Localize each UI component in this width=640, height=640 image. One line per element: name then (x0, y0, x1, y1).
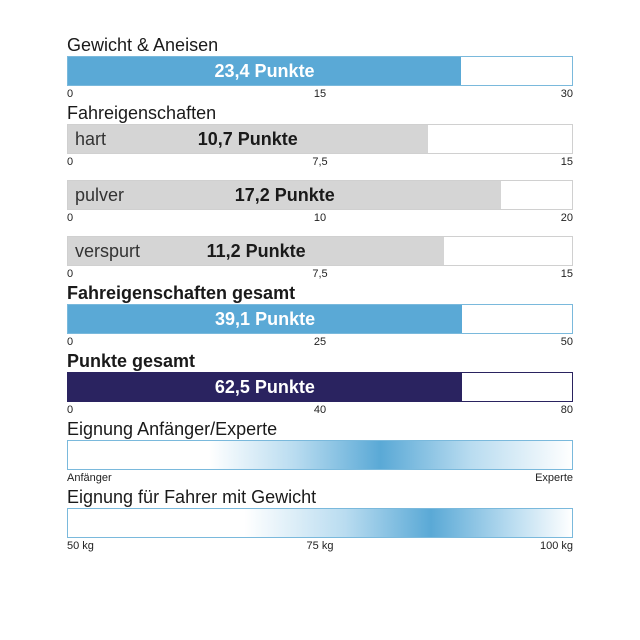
weight-suitability-title: Eignung für Fahrer mit Gewicht (67, 487, 317, 507)
weight-suitability-tick-min: 50 kg (67, 540, 94, 552)
rating-chart (67, 34, 573, 554)
riding-total-tick-max: 50 (560, 336, 573, 348)
riding-pulver-tick-mid: 10 (313, 212, 327, 224)
riding-title: Fahreigenschaften (67, 103, 217, 123)
weight-suitability-axis (67, 538, 573, 554)
riding-pulver-tick-min: 0 (67, 212, 74, 224)
riding-verspurt-tick-min: 0 (67, 268, 74, 280)
weight-value-label: 23,4 Punkte (214, 61, 315, 81)
riding-hart-tick-max: 15 (560, 156, 573, 168)
riding-verspurt-value-label: 11,2 Punkte (206, 241, 306, 261)
riding-hart-value-label: 10,7 Punkte (197, 129, 298, 149)
weight-title: Gewicht & Aneisen (67, 35, 219, 55)
riding-hart-name: hart (75, 129, 107, 149)
weight-suitability-tick-max: 100 kg (539, 540, 573, 552)
riding-block (67, 102, 573, 282)
weight-tick-max: 30 (560, 88, 573, 100)
weight-block (67, 34, 573, 102)
points-total-title: Punkte gesamt (67, 351, 196, 371)
weight-suitability-gradient (67, 508, 573, 538)
riding-verspurt-name: verspurt (75, 241, 141, 261)
level-tick-expert: Experte (535, 472, 573, 484)
weight-suitability-block (67, 486, 573, 554)
weight-suitability-tick-mid: 75 kg (306, 540, 334, 552)
level-tick-beginner: Anfänger (67, 472, 112, 484)
weight-tick-mid: 15 (313, 88, 327, 100)
points-total-tick-max: 80 (560, 404, 573, 416)
riding-total-block (67, 282, 573, 350)
points-total-value-label: 62,5 Punkte (214, 377, 315, 397)
riding-verspurt-bar (67, 236, 573, 266)
riding-pulver-axis (67, 210, 573, 226)
weight-tick-min: 0 (67, 88, 74, 100)
riding-total-tick-min: 0 (67, 336, 74, 348)
riding-hart-tick-min: 0 (67, 156, 74, 168)
riding-verspurt-tick-mid: 7,5 (312, 268, 328, 280)
points-total-bar (67, 372, 573, 402)
riding-hart-tick-mid: 7,5 (312, 156, 328, 168)
riding-total-title: Fahreigenschaften gesamt (67, 283, 296, 303)
weight-axis (67, 86, 573, 102)
riding-total-bar (67, 304, 573, 334)
points-total-tick-mid: 40 (313, 404, 327, 416)
level-suitability-title: Eignung Anfänger/Experte (67, 419, 278, 439)
riding-total-axis (67, 334, 573, 350)
riding-pulver-value-label: 17,2 Punkte (234, 185, 335, 205)
weight-bar (67, 56, 573, 86)
level-suitability-axis (67, 470, 573, 486)
riding-hart-axis (67, 154, 573, 170)
points-total-block (67, 350, 573, 418)
riding-verspurt-tick-max: 15 (560, 268, 573, 280)
level-suitability-gradient (67, 440, 573, 470)
points-total-tick-min: 0 (67, 404, 74, 416)
riding-hart-bar (67, 124, 573, 154)
riding-total-value-label: 39,1 Punkte (215, 309, 316, 329)
riding-pulver-name: pulver (75, 185, 125, 205)
riding-pulver-bar (67, 180, 573, 210)
riding-pulver-tick-max: 20 (560, 212, 573, 224)
riding-total-tick-mid: 25 (313, 336, 327, 348)
points-total-axis (67, 402, 573, 418)
riding-verspurt-axis (67, 266, 573, 282)
level-suitability-block (67, 418, 573, 486)
